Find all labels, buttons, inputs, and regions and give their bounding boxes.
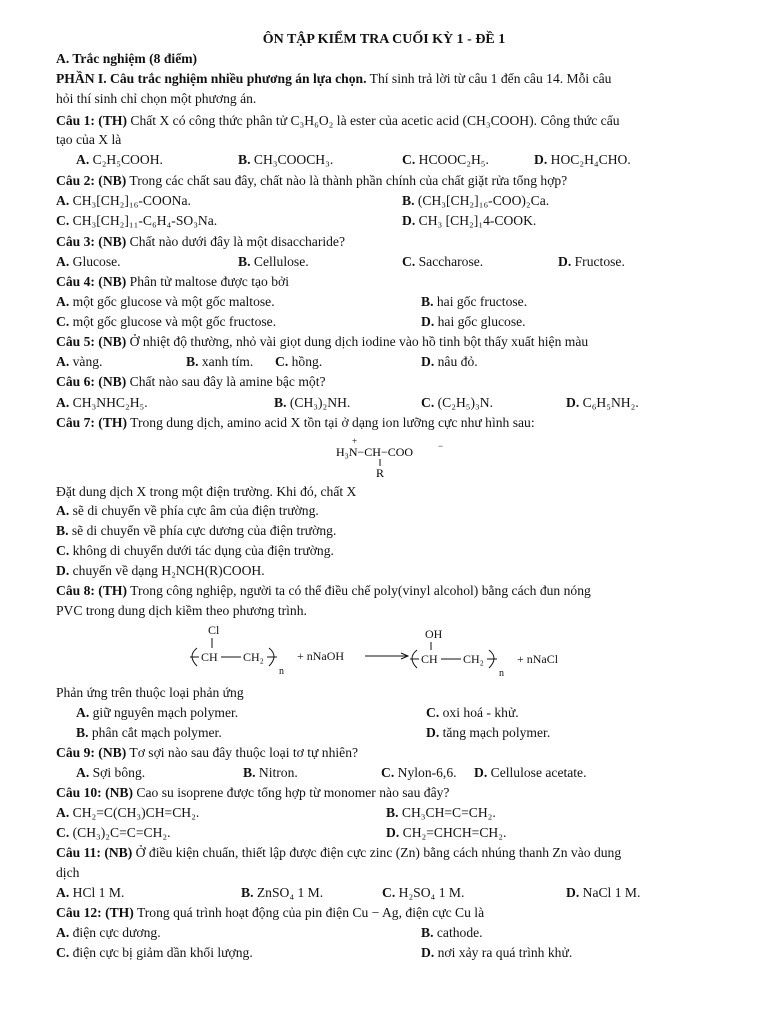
q12-option-a[interactable]: A. điện cực dương. xyxy=(56,925,161,940)
svg-text:Cl: Cl xyxy=(208,623,220,637)
svg-text:−: − xyxy=(438,441,444,451)
q1-option-d[interactable]: D. HOC₂H₄CHO. xyxy=(534,152,631,167)
q5-option-a[interactable]: A. vàng. xyxy=(56,354,103,369)
q4-option-b[interactable]: B. hai gốc fructose. xyxy=(421,294,528,309)
q6-option-d[interactable]: D. C₆H₅NH₂. xyxy=(566,395,639,410)
q9-option-b[interactable]: B. Nitron. xyxy=(243,765,298,780)
question-label: Câu 7: (TH) xyxy=(56,415,127,430)
question-label: Câu 12: (TH) xyxy=(56,905,134,920)
q3-option-b[interactable]: B. Cellulose. xyxy=(238,254,309,269)
question-text: Phân tử maltose được tạo bởi xyxy=(126,274,289,289)
q10-option-d[interactable]: D. CH₂=CHCH=CH₂. xyxy=(386,825,507,840)
question-text: Trong quá trình hoạt động của pin điện Cu − Ag, điện cực Cu là xyxy=(133,905,485,920)
q9-option-d[interactable]: D. Cellulose acetate. xyxy=(474,765,587,780)
question-8-prompt: Phản ứng trên thuộc loại phản ứng xyxy=(56,685,244,700)
question-8-cont: PVC trong dung dịch kiềm theo phương trình. xyxy=(56,603,307,618)
q2-option-d[interactable]: D. CH₃ [CH₂]₁4-COOK. xyxy=(402,213,537,228)
svg-text:R: R xyxy=(376,466,385,480)
q3-option-d[interactable]: D. Fructose. xyxy=(558,254,625,269)
question-text: Ở điều kiện chuẩn, thiết lập được điện cực zinc (Zn) bằng cách nhúng thanh Zn vào dung xyxy=(132,845,622,860)
question-label: Câu 3: (NB) xyxy=(56,234,127,249)
svg-text:n: n xyxy=(499,668,504,679)
question-label: Câu 10: (NB) xyxy=(56,785,134,800)
q7-option-b[interactable]: B. sẽ di chuyển về phía cực dương của điện trường. xyxy=(56,523,337,538)
q5-option-b[interactable]: B. xanh tím. xyxy=(186,354,254,369)
q8-option-c[interactable]: C. oxi hoá - khử. xyxy=(426,705,519,720)
question-3 xyxy=(56,233,345,251)
q3-option-c[interactable]: C. Saccharose. xyxy=(402,254,484,269)
question-2 xyxy=(56,172,567,190)
q11-option-c[interactable]: C. H₂SO₄ 1 M. xyxy=(382,885,465,900)
question-5 xyxy=(56,333,588,351)
q2-option-c[interactable]: C. CH₃[CH₂]₁₁-C₆H₄-SO₃Na. xyxy=(56,213,218,228)
question-12 xyxy=(56,904,484,922)
q6-option-c[interactable]: C. (C₂H₅)₃N. xyxy=(421,395,493,410)
pvc-hydrolysis-equation xyxy=(185,620,585,682)
q7-option-c[interactable]: C. không di chuyển dưới tác dụng của điện trường. xyxy=(56,543,334,558)
q1-option-a[interactable]: A. C₂H₅COOH. xyxy=(76,152,163,167)
question-label: Câu 5: (NB) xyxy=(56,334,127,349)
svg-text:H₃N−CH−COO: H₃N−CH−COO xyxy=(336,445,414,459)
zwitterion-formula xyxy=(330,434,450,480)
q4-option-d[interactable]: D. hai gốc glucose. xyxy=(421,314,526,329)
q11-option-b[interactable]: B. ZnSO₄ 1 M. xyxy=(241,885,324,900)
question-9 xyxy=(56,744,358,762)
question-text: Chất nào dưới đây là một disaccharide? xyxy=(126,234,346,249)
question-label: Câu 6: (NB) xyxy=(56,374,127,389)
question-label: Câu 1: (TH) xyxy=(56,113,127,128)
question-text: Chất nào sau đây là amine bậc một? xyxy=(126,374,326,389)
q10-option-a[interactable]: A. CH₂=C(CH₃)CH=CH₂. xyxy=(56,805,200,820)
svg-text:+: + xyxy=(352,436,358,446)
q4-option-c[interactable]: C. một gốc glucose và một gốc fructose. xyxy=(56,314,277,329)
svg-text:CH₂: CH₂ xyxy=(463,652,484,666)
svg-text:n: n xyxy=(279,666,284,677)
q8-option-a[interactable]: A. giữ nguyên mạch polymer. xyxy=(76,705,239,720)
question-label: Câu 4: (NB) xyxy=(56,274,127,289)
question-11-cont: dịch xyxy=(56,865,80,880)
q12-option-c[interactable]: C. điện cực bị giảm dần khối lượng. xyxy=(56,945,253,960)
part1-instructions xyxy=(56,70,611,88)
question-text: Trong dung dịch, amino acid X tồn tại ở dạng ion lưỡng cực như hình sau: xyxy=(127,415,535,430)
q12-option-d[interactable]: D. nơi xảy ra quá trình khử. xyxy=(421,945,573,960)
section-a-heading: A. Trắc nghiệm (8 điểm) xyxy=(56,51,198,66)
svg-text:CH: CH xyxy=(421,652,438,666)
question-label: Câu 8: (TH) xyxy=(56,583,127,598)
q9-option-a[interactable]: A. Sợi bông. xyxy=(76,765,146,780)
q1-option-b[interactable]: B. CH₃COOCH₃. xyxy=(238,152,334,167)
question-7-cont: Đặt dung dịch X trong một điện trường. Khi đó, chất X xyxy=(56,484,357,499)
q6-option-b[interactable]: B. (CH₃)₂NH. xyxy=(274,395,351,410)
question-label: Câu 9: (NB) xyxy=(56,745,127,760)
svg-text:+ nNaCl: + nNaCl xyxy=(517,652,559,666)
q2-option-a[interactable]: A. CH₃[CH₂]₁₆-COONa. xyxy=(56,193,191,208)
q3-option-a[interactable]: A. Glucose. xyxy=(56,254,121,269)
q10-option-c[interactable]: C. (CH₃)₂C=C=CH₂. xyxy=(56,825,171,840)
question-text: Ở nhiệt độ thường, nhỏ vài giọt dung dịch iodine vào hồ tinh bột thấy xuất hiện màu xyxy=(126,334,589,349)
question-11 xyxy=(56,844,621,862)
svg-text:OH: OH xyxy=(425,627,443,641)
question-text: Tơ sợi nào sau đây thuộc loại tơ tự nhiên? xyxy=(126,745,359,760)
question-text: Cao su isoprene được tổng hợp từ monomer nào sau đây? xyxy=(133,785,450,800)
q11-option-a[interactable]: A. HCl 1 M. xyxy=(56,885,125,900)
svg-text:CH₂: CH₂ xyxy=(243,650,264,664)
q11-option-d[interactable]: D. NaCl 1 M. xyxy=(566,885,641,900)
q1-option-c[interactable]: C. HCOOC₂H₅. xyxy=(402,152,489,167)
q4-option-a[interactable]: A. một gốc glucose và một gốc maltose. xyxy=(56,294,275,309)
part1-intro-cont: hỏi thí sinh chỉ chọn một phương án. xyxy=(56,91,257,106)
svg-text:CH: CH xyxy=(201,650,218,664)
question-8 xyxy=(56,582,591,600)
question-label: Câu 11: (NB) xyxy=(56,845,133,860)
q9-option-c[interactable]: C. Nylon-6,6. xyxy=(381,765,457,780)
page-title: ÔN TẬP KIỂM TRA CUỐI KỲ 1 - ĐỀ 1 xyxy=(262,32,506,47)
part1-intro: Thí sinh trả lời từ câu 1 đến câu 14. Mỗi câu xyxy=(366,71,612,86)
q2-option-b[interactable]: B. (CH₃[CH₂]₁₆-COO)₂Ca. xyxy=(402,193,550,208)
question-1-cont: tạo của X là xyxy=(56,132,122,147)
question-10 xyxy=(56,784,449,802)
question-text: Chất X có công thức phân tử C₃H₆O₂ là ester của acetic acid (CH₃COOH). Công thức cấu xyxy=(127,113,620,128)
question-text: Trong công nghiệp, người ta có thể điều chế poly(vinyl alcohol) bằng cách đun nóng xyxy=(127,583,591,598)
question-text: Trong các chất sau đây, chất nào là thành phần chính của chất giặt rửa tổng hợp? xyxy=(126,173,568,188)
q5-option-c[interactable]: C. hồng. xyxy=(275,354,323,369)
q12-option-b[interactable]: B. cathode. xyxy=(421,925,483,940)
q5-option-d[interactable]: D. nâu đỏ. xyxy=(421,354,478,369)
question-4 xyxy=(56,273,289,291)
q7-option-d[interactable]: D. chuyển về dạng H₂NCH(R)COOH. xyxy=(56,563,265,578)
q8-option-b[interactable]: B. phân cắt mạch polymer. xyxy=(76,725,222,740)
q7-option-a[interactable]: A. sẽ di chuyển về phía cực âm của điện trường. xyxy=(56,503,319,518)
question-7 xyxy=(56,414,535,432)
question-1 xyxy=(56,112,620,130)
question-6 xyxy=(56,373,326,391)
part1-heading: PHẦN I. Câu trắc nghiệm nhiều phương án lựa chọn. xyxy=(56,71,367,86)
svg-text:+ nNaOH: + nNaOH xyxy=(297,649,345,663)
q10-option-b[interactable]: B. CH₃CH=C=CH₂. xyxy=(386,805,496,820)
q6-option-a[interactable]: A. CH₃NHC₂H₅. xyxy=(56,395,148,410)
question-label: Câu 2: (NB) xyxy=(56,173,127,188)
q8-option-d[interactable]: D. tăng mạch polymer. xyxy=(426,725,551,740)
